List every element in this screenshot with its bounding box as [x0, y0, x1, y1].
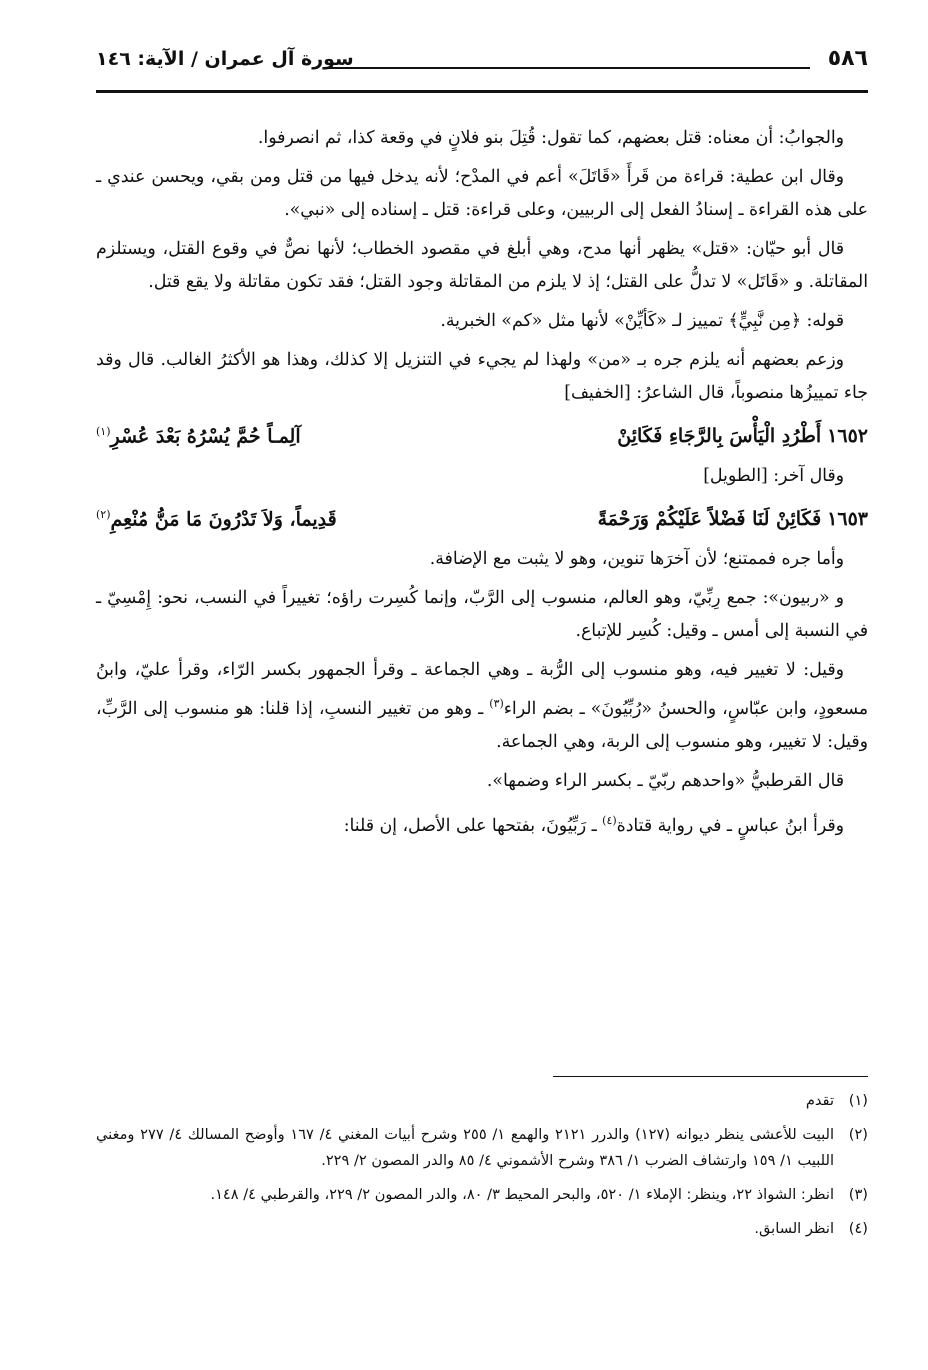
main-text	[96, 122, 868, 849]
meter-line: وقال آخر: [الطويل]	[703, 466, 844, 486]
footnote-marker: (٤)	[602, 813, 617, 827]
verse-number: ١٦٥٢	[827, 425, 868, 447]
footnote	[96, 1088, 868, 1114]
book-page	[95, 40, 868, 1237]
footnote-number: (٣)	[848, 1186, 868, 1203]
verse-hemistich-second: آلِمـاً حُمَّ يُسْرُهُ بَعْدَ عُسْرِ$^{(١)}$	[95, 424, 301, 448]
paragraph: وزعم بعضهم أنه يلزم جره بـ «من» ولهذا لم يجيء في التنزيل إلا كذلك، وهذا هو الأكثرُ الغالب. قال وقد جاء تمييزُها منصوباً، قال الشاعرُ: [الخفيف]	[96, 350, 868, 403]
verse-hemistich-second: قَدِيماً، وَلاَ تَدْرُونَ مَا مَنُّ مُنْعِمِ$^{(٢)}$	[95, 507, 337, 531]
poetry-verse	[96, 499, 868, 539]
footnote-marker: (٣)	[489, 697, 504, 710]
paragraph: وأما جره فممتنع؛ لأن آخرَها تنوين، وهو لا يثبت مع الإضافة.	[429, 549, 844, 569]
footnote-marker: (١)	[95, 424, 111, 438]
poetry-verse	[96, 416, 868, 456]
paragraph: قال القرطبيُّ «واحدهم ربّيّ ـ بكسر الراء وضمها».	[486, 770, 844, 791]
footnote-number: (٢)	[848, 1126, 868, 1143]
paragraph: و «ربيون»: جمع رِبِّيّ، وهو العالم، منسوب إلى الرَّبّ، وإنما كُسِرت راؤه؛ تغييراً في النسب، نحو: إِمْسِيّ ـ في النسبة إلى أمس ـ وقيل: كُسِر للإتباع.	[96, 588, 868, 641]
footnotes	[96, 1088, 868, 1250]
footnote-number: (١)	[848, 1092, 868, 1109]
footnote-number: (٤)	[848, 1220, 868, 1237]
footnote-text: البيت للأعشى ينظر ديوانه (١٢٧) والدرر ٢١٢١ والهمع ١/ ٢٥٥ وشرح أبيات المغني ٤/ ١٦٧ وأوضح المسالك ٤/ ٢٧٧ ومغني اللبيب ١/ ١٥٩ وارتشاف الضرب ١/ ٣٨٦ وشرح الأشموني ٤/ ٨٥ والدر المصون ٢/ ٢٢٩.	[96, 1126, 835, 1169]
paragraph: وقرأ ابنُ عباسٍ ـ في رواية قتادة$^{(٤)}$ ـ رَبِّيُونَ، بفتحها على الأصل، إن قلنا:	[343, 813, 844, 836]
paragraph: والجوابُ: أن معناه: قتل بعضهم، كما تقول: قُتِلَ بنو فلانٍ في وقعة كذا، ثم انصرفوا.	[257, 128, 844, 148]
surah-title: سورة آل عمران / الآية: ١٤٦	[96, 48, 354, 70]
paragraph: قال أبو حيّان: «قتل» يظهر أنها مدح، وهي أبلغ في مقصود الخطاب؛ لأنها نصٌّ في وقوع القتل، ويستلزم المقاتلة. و «قَاتَل» لا تدلُّ على القتل؛ إذ لا يلزم من المقاتلة وجود القتل؛ فقد تكون مقاتلة ولا يقع قتل.	[96, 239, 868, 292]
footnote	[96, 1182, 868, 1208]
header-divider	[326, 67, 810, 69]
verse-hemistich-first: فَكَائِنْ لَنَا فَضْلاً عَلَيْكُمْ وَرَحْمَةً	[597, 508, 822, 530]
footnote	[96, 1122, 868, 1174]
paragraph: وقيل: لا تغيير فيه، وهو منسوب إلى الرُّبة ـ وهي الجماعة ـ وقرأ الجمهور بكسر الرّاء، وقرأ عليّ، وابنُ مسعودٍ، وابن عبّاسٍ، والحسنُ «رُبِّيُونَ» ـ بضم الراء$^{(٣)}$ ـ وهو من تغيير النسبِ، إذا قلنا: هو منسوب إلى الرَّبِّ، وقيل: لا تغيير، وهو منسوب إلى الربة، وهي الجماعة.	[96, 660, 868, 752]
footnote-text: انظر: الشواذ ٢٢، وينظر: الإملاء ١/ ٥٢٠، والبحر المحيط ٣/ ٨٠، والدر المصون ٢/ ٢٢٩، والقرطبي ٤/ ١٤٨.	[210, 1186, 834, 1203]
footnote-separator	[553, 1076, 868, 1077]
paragraph: قوله: ﴿مِن نَّبِيٍّ﴾ تمييز لـ «كَأيِّنْ» لأنها مثل «كم» الخبرية.	[440, 311, 844, 331]
header-rule	[96, 90, 868, 93]
verse-number: ١٦٥٣	[827, 508, 868, 530]
footnote	[96, 1216, 868, 1242]
footnote-marker: (٢)	[95, 507, 111, 521]
page-header	[96, 40, 868, 90]
footnote-text: انظر السابق.	[754, 1220, 834, 1237]
verse-hemistich-first: أَطْرُدِ الْيَأْسَ بِالرَّجَاءِ فَكَائِنْ	[617, 425, 822, 447]
footnote-text: تقدم	[805, 1092, 834, 1109]
paragraph: وقال ابن عطية: قراءة من قَرأَ «قَاتَلَ» أعم في المدْح؛ لأنه يدخل فيها من قتل ومن بقي، ويحسن عندي ـ على هذه القراءة ـ إسنادُ الفعل إلى الربيين، وعلى قراءة: قتل ـ إسناده إلى «نبي».	[96, 167, 868, 220]
page-number: ٥٨٦	[827, 46, 868, 71]
